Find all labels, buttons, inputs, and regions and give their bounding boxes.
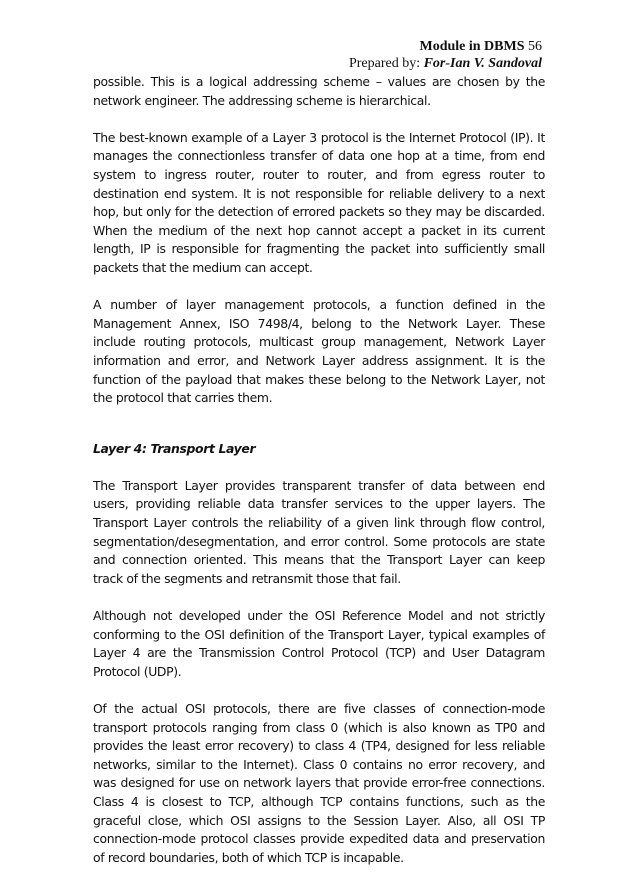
prepared-by-line [242, 55, 542, 72]
paragraph-layer-management: A number of layer management protocols, a function defined in the Management Annex, ISO 7498/4, belong to the Network Layer. These include routing protocols, multicast group management, Network Layer information and error, and Network Layer address assignment. It is the function of the payload that makes these belong to the Network Layer, not the protocol that carries them. [93, 297, 545, 406]
paragraph-osi-classes: Of the actual OSI protocols, there are five classes of connection-mode transport protocols ranging from class 0 (which is also known as TP0 and provides the least error recovery) to class 4 (TP4, designed for less reliable networks, similar to the Internet). Class 0 contains no error recovery, and was designed for use on network layers that provide error-free connections. Class 4 is closest to TCP, although TCP contains functions, such as the graceful close, which OSI assigns to the Session Layer. Also, all OSI TP connection-mode protocol classes provide expedited data and preservation of record boundaries, both of which TCP is incapable. [93, 701, 545, 865]
prepared-label: Prepared by: [348, 56, 421, 71]
module-title: Module in DBMS [419, 39, 525, 54]
paragraph-addressing: possible. This is a logical addressing scheme – values are chosen by the network engineer. The addressing scheme is hierarchical. [93, 74, 545, 108]
paragraph-tcp-udp: Although not developed under the OSI Reference Model and not strictly conforming to the OSI definition of the Transport Layer, typical examples of Layer 4 are the Transmission Control Protocol (TCP) and User Datagram Protocol (UDP). [93, 608, 545, 679]
page-header [242, 38, 542, 72]
paragraph-transport-overview: The Transport Layer provides transparent transfer of data between end users, providing reliable data transfer services to the upper layers. The Transport Layer controls the reliability of a given link through flow control, segmentation/desegmentation, and error control. Some protocols are state and connection oriented. This means that the Transport Layer can keep track of the segments and retransmit those that fail. [93, 477, 545, 586]
page-number: 56 [528, 39, 542, 54]
section-heading: Layer 4: Transport Layer [93, 440, 256, 456]
author-name: For-Ian V. Sandoval [423, 56, 542, 71]
module-line [242, 38, 542, 55]
page-body [93, 73, 545, 886]
paragraph-ip: The best-known example of a Layer 3 protocol is the Internet Protocol (IP). It manages the connectionless transfer of data one hop at a time, from end system to ingress router, router to router, and from egress router to destination end system. It is not responsible for reliable delivery to a next hop, but only for the detection of errored packets so they may be discarded. When the medium of the next hop cannot accept a packet in its current length, IP is responsible for fragmenting the packet into sufficiently small packets that the medium can accept. [93, 129, 545, 275]
